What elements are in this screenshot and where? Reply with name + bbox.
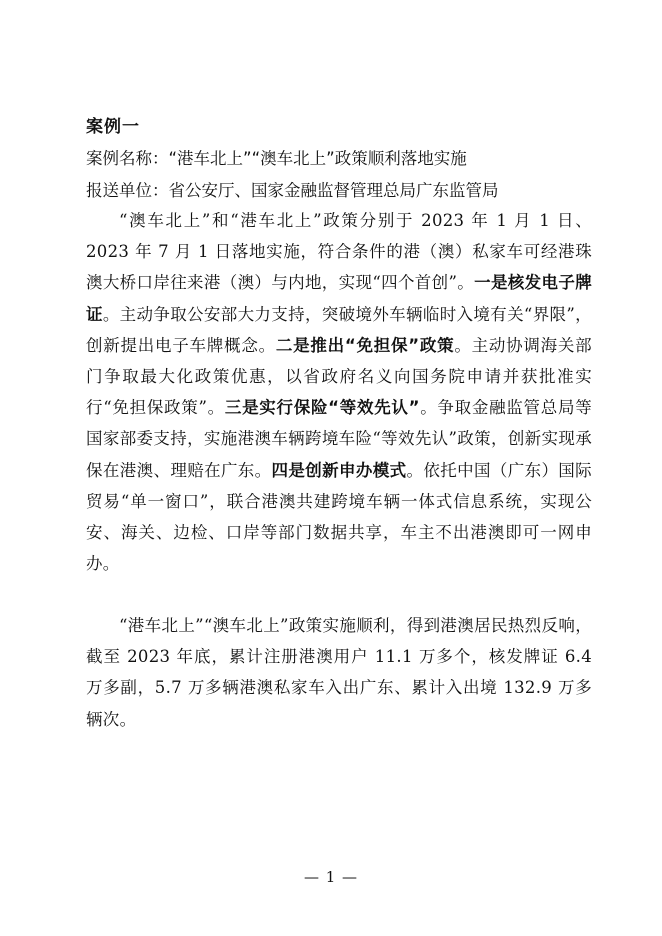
point2-title: 二是推出“免担保”政策 bbox=[275, 335, 455, 355]
submitter-label: 报送单位： bbox=[86, 181, 169, 200]
point1-title: 一是核发电子牌证 bbox=[86, 273, 592, 324]
submitter-line bbox=[86, 177, 499, 201]
point3-text: 。争取金融监管总局等国家部委支持，实施港澳车辆跨境车险“等效先认”政策，创新实现承保在港澳、理赔在广东。 bbox=[86, 398, 592, 480]
body-paragraph-2: “港车北上”“澳车北上”政策实施顺利，得到港澳居民热烈反响，截至 2023 年底，累计注册港澳用户 11.1 万多个，核发牌证 6.4 万多副，5.7 万多辆港澳私家车入出广东、累计入出境 132.9 万多辆次。 bbox=[86, 616, 592, 729]
case-name-line bbox=[86, 145, 467, 169]
point1-text: 。主动争取公安部大力支持，突破境外车辆临时入境有关“界限”，创新提出电子车牌概念。 bbox=[86, 304, 592, 355]
submitter-value: 省公安厅、国家金融监督管理总局广东监管局 bbox=[168, 181, 499, 200]
case-name-value: “港车北上”“澳车北上”政策顺利落地实施 bbox=[168, 149, 467, 168]
body-paragraph-1 bbox=[86, 205, 592, 579]
paragraph-intro: “澳车北上”和“港车北上”政策分别于 2023 年 1 月 1 日、2023 年 7 月 1 日落地实施，符合条件的港（澳）私家车可经港珠澳大桥口岸往来港（澳）与内地，实现“四个首创”。 bbox=[86, 211, 592, 293]
point4-title: 四是创新申办模式 bbox=[271, 460, 407, 480]
page-number: — 1 — bbox=[303, 868, 359, 886]
case-name-label: 案例名称： bbox=[86, 149, 169, 168]
point2-text: 。主动协调海关部门争取最大化政策优惠，以省政府名义向国务院申请并获批准实行“免担保政策”。 bbox=[86, 335, 592, 418]
point4-text: 。依托中国（广东）国际贸易“单一窗口”，联合港澳共建跨境车辆一体式信息系统，实现公安、海关、边检、口岸等部门数据共享，车主不出港澳即可一网申办。 bbox=[86, 460, 592, 574]
case-heading: 案例一 bbox=[86, 117, 140, 137]
point3-title: 三是实行保险“等效先认” bbox=[224, 398, 420, 418]
